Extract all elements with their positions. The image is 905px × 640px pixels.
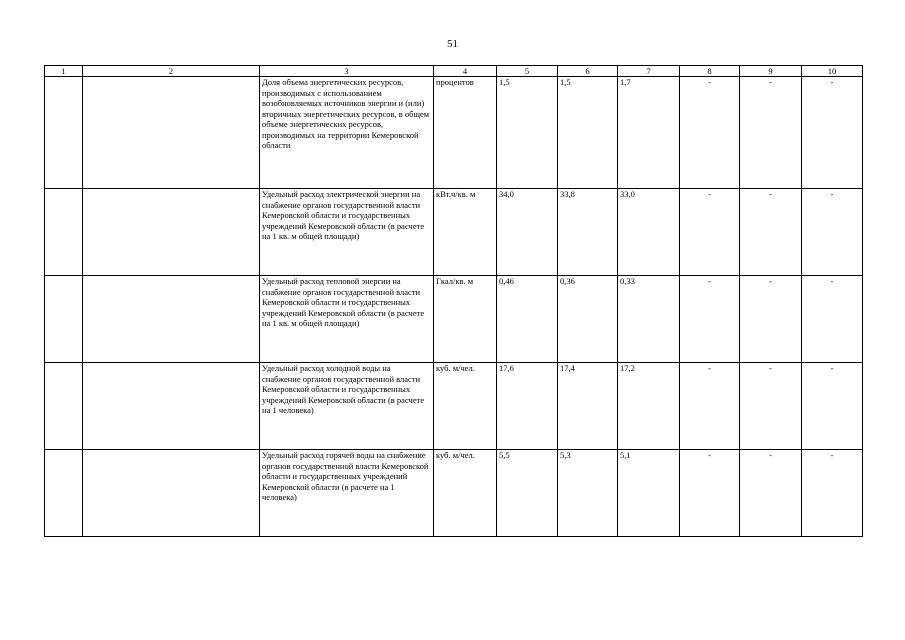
column-header: 4 (434, 66, 497, 77)
value-cell: - (740, 363, 802, 450)
value-cell: 17,4 (558, 363, 618, 450)
value-cell: 17,2 (618, 363, 680, 450)
value-cell: - (680, 189, 740, 276)
value-cell: - (802, 450, 863, 537)
table-row (45, 189, 863, 276)
value-cell: - (680, 77, 740, 189)
table-row (45, 450, 863, 537)
program-cell (83, 450, 260, 537)
value-cell: - (802, 189, 863, 276)
indicators-table (44, 65, 863, 537)
program-cell (83, 363, 260, 450)
column-header: 6 (558, 66, 618, 77)
value-cell: 33,8 (558, 189, 618, 276)
value-cell: - (802, 363, 863, 450)
table-row (45, 77, 863, 189)
indicator-name-cell: Удельный расход электрической энергии на снабжение органов государственной власти Кемеровской области и государственных учреждений Кемеровской области (в расчете на 1 кв. м общей площади) (260, 189, 434, 276)
column-header: 1 (45, 66, 83, 77)
row-number-cell (45, 450, 83, 537)
value-cell: - (802, 77, 863, 189)
value-cell: - (680, 363, 740, 450)
indicator-name-cell: Удельный расход горячей воды на снабжение органов государственной власти Кемеровской области и государственных учреждений Кемеровской области (в расчете на 1 человека) (260, 450, 434, 537)
column-header: 7 (618, 66, 680, 77)
column-header: 9 (740, 66, 802, 77)
value-cell: - (740, 450, 802, 537)
unit-cell: Гкал/кв. м (434, 276, 497, 363)
value-cell: 34,0 (497, 189, 558, 276)
row-number-cell (45, 276, 83, 363)
row-number-cell (45, 77, 83, 189)
value-cell: - (680, 276, 740, 363)
unit-cell: куб. м/чел. (434, 363, 497, 450)
table-row (45, 363, 863, 450)
value-cell: 0,46 (497, 276, 558, 363)
value-cell: 1,5 (497, 77, 558, 189)
value-cell: 0,36 (558, 276, 618, 363)
value-cell: - (740, 276, 802, 363)
value-cell: 1,7 (618, 77, 680, 189)
page-number: 51 (447, 38, 458, 50)
unit-cell: кВт.ч/кв. м (434, 189, 497, 276)
unit-cell: процентов (434, 77, 497, 189)
value-cell: - (680, 450, 740, 537)
value-cell: - (740, 189, 802, 276)
value-cell: - (802, 276, 863, 363)
value-cell: 5,1 (618, 450, 680, 537)
column-header: 3 (260, 66, 434, 77)
row-number-cell (45, 189, 83, 276)
column-number-row (45, 66, 863, 77)
value-cell: 0,33 (618, 276, 680, 363)
column-header: 10 (802, 66, 863, 77)
indicator-name-cell: Удельный расход тепловой энергии на снабжение органов государственной власти Кемеровской области и государственных учреждений Кемеровской области (в расчете на 1 кв. м общей площади) (260, 276, 434, 363)
unit-cell: куб. м/чел. (434, 450, 497, 537)
table-row (45, 276, 863, 363)
program-cell (83, 276, 260, 363)
value-cell: 5,3 (558, 450, 618, 537)
value-cell: 5,5 (497, 450, 558, 537)
column-header: 2 (83, 66, 260, 77)
value-cell: 17,6 (497, 363, 558, 450)
indicator-name-cell: Доля объема энергетических ресурсов, производимых с использованием возобновляемых источников энергии и (или) вторичных энергетических ресурсов, в общем объеме энергетических ресурсов, производимых на территории Кемеровской области (260, 77, 434, 189)
value-cell: 33,0 (618, 189, 680, 276)
column-header: 8 (680, 66, 740, 77)
program-cell (83, 189, 260, 276)
indicator-name-cell: Удельный расход холодной воды на снабжение органов государственной власти Кемеровской области и государственных учреждений Кемеровской области (в расчете на 1 человека) (260, 363, 434, 450)
column-header: 5 (497, 66, 558, 77)
value-cell: 1,5 (558, 77, 618, 189)
row-number-cell (45, 363, 83, 450)
program-cell (83, 77, 260, 189)
value-cell: - (740, 77, 802, 189)
